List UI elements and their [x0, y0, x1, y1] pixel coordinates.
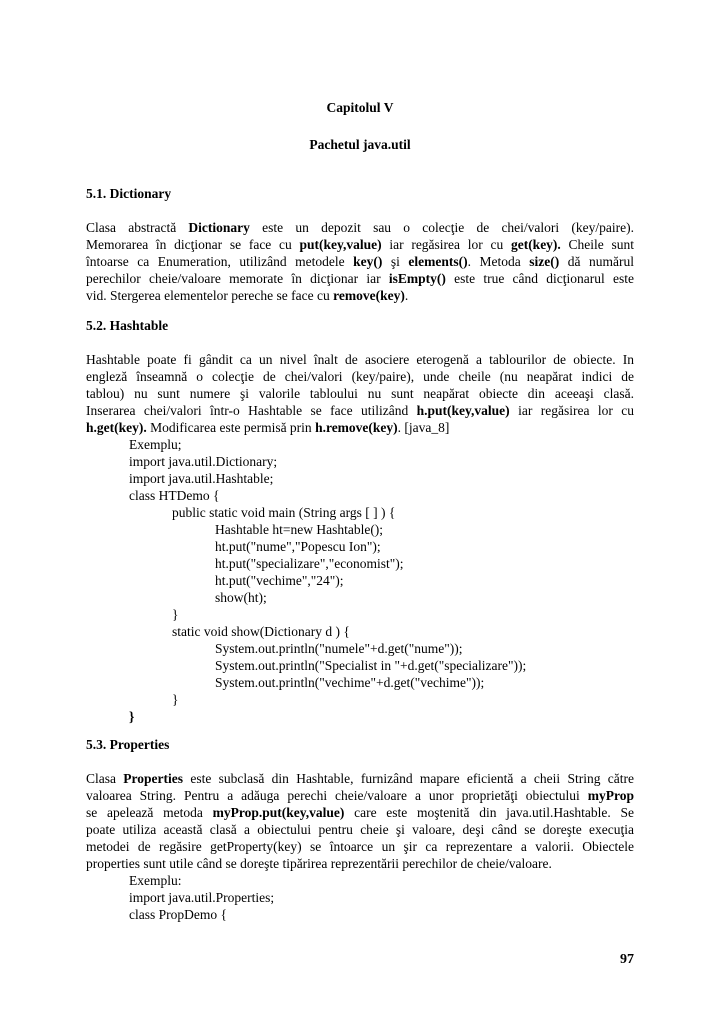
text-line [86, 804, 634, 821]
text-line [86, 236, 634, 253]
text-run: vid. Stergerea elementelor pereche se face cu [86, 288, 334, 303]
text-line [86, 402, 634, 419]
paragraph-hashtable [86, 351, 634, 436]
text-line [86, 855, 634, 872]
text-line [86, 821, 634, 838]
bold-term: myProp [587, 788, 634, 803]
bold-term: Properties [123, 771, 184, 786]
code-example-hashtable [129, 436, 526, 725]
code-line: System.out.println("numele"+d.get("nume")); [215, 641, 463, 656]
text-run: şi [382, 254, 409, 269]
bold-term: put(key,value) [299, 237, 382, 252]
text-run: . [java_8] [397, 420, 450, 435]
text-run: poate utiliza această clasă a obiectului pentru cheie şi valoare, deşi când se doreşte execuţia [86, 822, 634, 837]
bold-term: h.put(key,value) [416, 403, 510, 418]
text-run: este true când dicţionarul este [445, 271, 634, 286]
bold-term: Dictionary [188, 220, 250, 235]
bold-term: key() [353, 254, 383, 269]
text-line [86, 287, 634, 304]
bold-term: remove(key) [333, 288, 405, 303]
bold-term: h.get(key). [86, 420, 147, 435]
text-line [86, 838, 634, 855]
document-page [86, 0, 634, 1017]
text-run: care este moştenită din java.util.Hashtable. Se [344, 805, 635, 820]
code-line: import java.util.Properties; [129, 890, 275, 905]
code-line: class PropDemo { [129, 907, 227, 922]
paragraph-dictionary [86, 219, 634, 304]
text-run: Memorarea în dicţionar se face cu [86, 237, 300, 252]
code-line: ht.put("specializare","economist"); [215, 556, 404, 571]
code-line: static void show(Dictionary d ) { [172, 624, 350, 639]
code-line: } [172, 692, 179, 707]
section-heading-properties: 5.3. Properties [86, 737, 170, 752]
text-run: engleză înseamnă o colecţie de chei/valori (key/paire), unde cheile (nu neapărat indici de [86, 369, 634, 384]
text-run: Clasa [86, 771, 124, 786]
text-line [86, 219, 634, 236]
code-line: System.out.println("vechime"+d.get("vechime")); [215, 675, 485, 690]
code-line: } [172, 607, 179, 622]
text-run: Cheile sunt [560, 237, 635, 252]
text-line [86, 419, 634, 436]
text-run: este un depozit sau o colecţie de chei/valori (key/paire). [249, 220, 634, 235]
code-line: } [129, 709, 135, 724]
bold-term: isEmpty() [388, 271, 446, 286]
section-heading-hashtable: 5.2. Hashtable [86, 318, 169, 333]
text-run: Inserarea chei/valori într-o Hashtable se face utilizând [86, 403, 417, 418]
section-heading-dictionary: 5.1. Dictionary [86, 186, 172, 201]
code-line: Hashtable ht=new Hashtable(); [215, 522, 384, 537]
code-line: import java.util.Dictionary; [129, 454, 278, 469]
text-run: Modificarea este permisă prin [146, 420, 316, 435]
text-line [86, 385, 634, 402]
code-line: Exemplu; [129, 437, 182, 452]
text-run: properties sunt utile când se doreşte tipărirea reprezentării perechilor de cheie/valoare. [86, 856, 552, 871]
text-run: iar regăsirea lor cu [509, 403, 634, 418]
text-run: este subclasă din Hashtable, furnizând mapare eficientă a cheii String către [183, 771, 634, 786]
text-run: întoarse ca Enumeration, utilizând metodele [86, 254, 354, 269]
text-run: tablou) nu sunt numere şi valorile tabloului nu sunt neapărat obiecte din aceeaşi clasă. [86, 386, 634, 401]
text-run: se apelează metoda [86, 805, 213, 820]
text-line [86, 787, 634, 804]
text-line [86, 368, 634, 385]
text-line [86, 270, 634, 287]
text-run: . [404, 288, 409, 303]
bold-term: size() [529, 254, 560, 269]
code-line: Exemplu: [129, 873, 182, 888]
text-run: iar regăsirea lor cu [381, 237, 511, 252]
code-line: ht.put("vechime","24"); [215, 573, 344, 588]
code-line: class HTDemo { [129, 488, 220, 503]
text-run: Hashtable poate fi gândit ca un nivel înalt de asociere eterogenă a tablourilor de obiecte. In [86, 352, 634, 367]
text-line [86, 253, 634, 270]
code-line: System.out.println("Specialist in "+d.get("specializare")); [215, 658, 527, 673]
text-run: perechilor cheie/valoare memorate în dicţionar iar [86, 271, 389, 286]
text-line [86, 770, 634, 787]
chapter-title: Pachetul java.util [309, 137, 411, 152]
text-run: Clasa abstractă [86, 220, 189, 235]
code-line: import java.util.Hashtable; [129, 471, 274, 486]
text-run: metodei de regăsire getProperty(key) se întoarce un şir ca reprezentare a valorii. Obiectele [86, 839, 634, 854]
bold-term: elements() [408, 254, 468, 269]
code-line: ht.put("nume","Popescu Ion"); [215, 539, 381, 554]
page-number: 97 [620, 952, 634, 967]
text-run: dă numărul [559, 254, 634, 269]
bold-term: get(key). [510, 237, 561, 252]
text-line [86, 351, 634, 368]
bold-term: h.remove(key) [315, 420, 398, 435]
code-example-properties [129, 872, 274, 923]
chapter-label: Capitolul V [326, 100, 394, 115]
bold-term: myProp.put(key,value) [212, 805, 345, 820]
paragraph-properties [86, 770, 634, 872]
text-run: . Metoda [467, 254, 530, 269]
text-run: valoarea String. Pentru a adăuga perechi cheie/valoare a unor proprietăţi obiectului [86, 788, 588, 803]
code-line: public static void main (String args [ ] ) { [172, 505, 396, 520]
code-line: show(ht); [215, 590, 267, 605]
